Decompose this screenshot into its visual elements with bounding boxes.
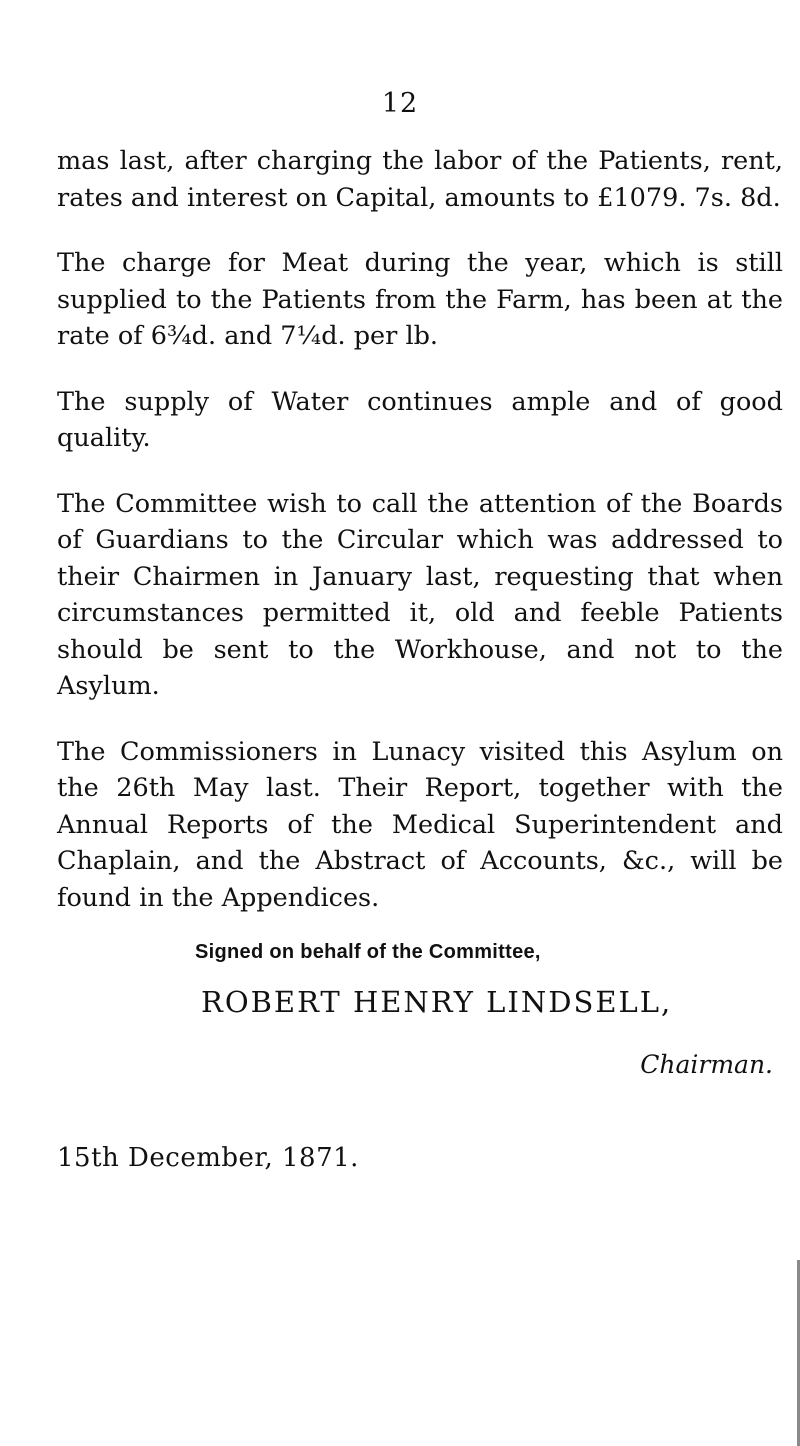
paragraph-meat-charge: The charge for Meat during the year, which is still supplied to the Patients from the Farm, has been at the rate of 6¾d. and 7¼d. per lb. (57, 248, 783, 351)
signer-title: Chairman. (640, 1050, 773, 1079)
signer-name: ROBERT HENRY LINDSELL, (201, 985, 673, 1019)
body-text (57, 143, 783, 945)
paragraph-cost-summary: mas last, after charging the labor of the Patients, rent, rates and interest on Capital, amounts to £1079. 7s. 8d. (57, 146, 783, 213)
page-number: 12 (381, 88, 419, 119)
paragraph-guardians-circular: The Committee wish to call the attention of the Boards of Guardians to the Circular which was addressed to their Chairmen in January last, requesting that when circumstances permitted it, old and feeble Patients should be sent to the Workhouse, and not to the Asylum. (57, 488, 783, 701)
paragraph-commissioners-visit: The Commissioners in Lunacy visited this Asylum on the 26th May last. Their Report, together with the Annual Reports of the Medical Superintendent and Chaplain, and the Abstract of Accounts, &c., will be found in the Appendices. (57, 736, 783, 913)
document-date: 15th December, 1871. (57, 1143, 359, 1173)
signed-on-behalf-line: Signed on behalf of the Committee, (195, 941, 541, 963)
paragraph-water-supply: The supply of Water continues ample and of good quality. (57, 386, 783, 453)
